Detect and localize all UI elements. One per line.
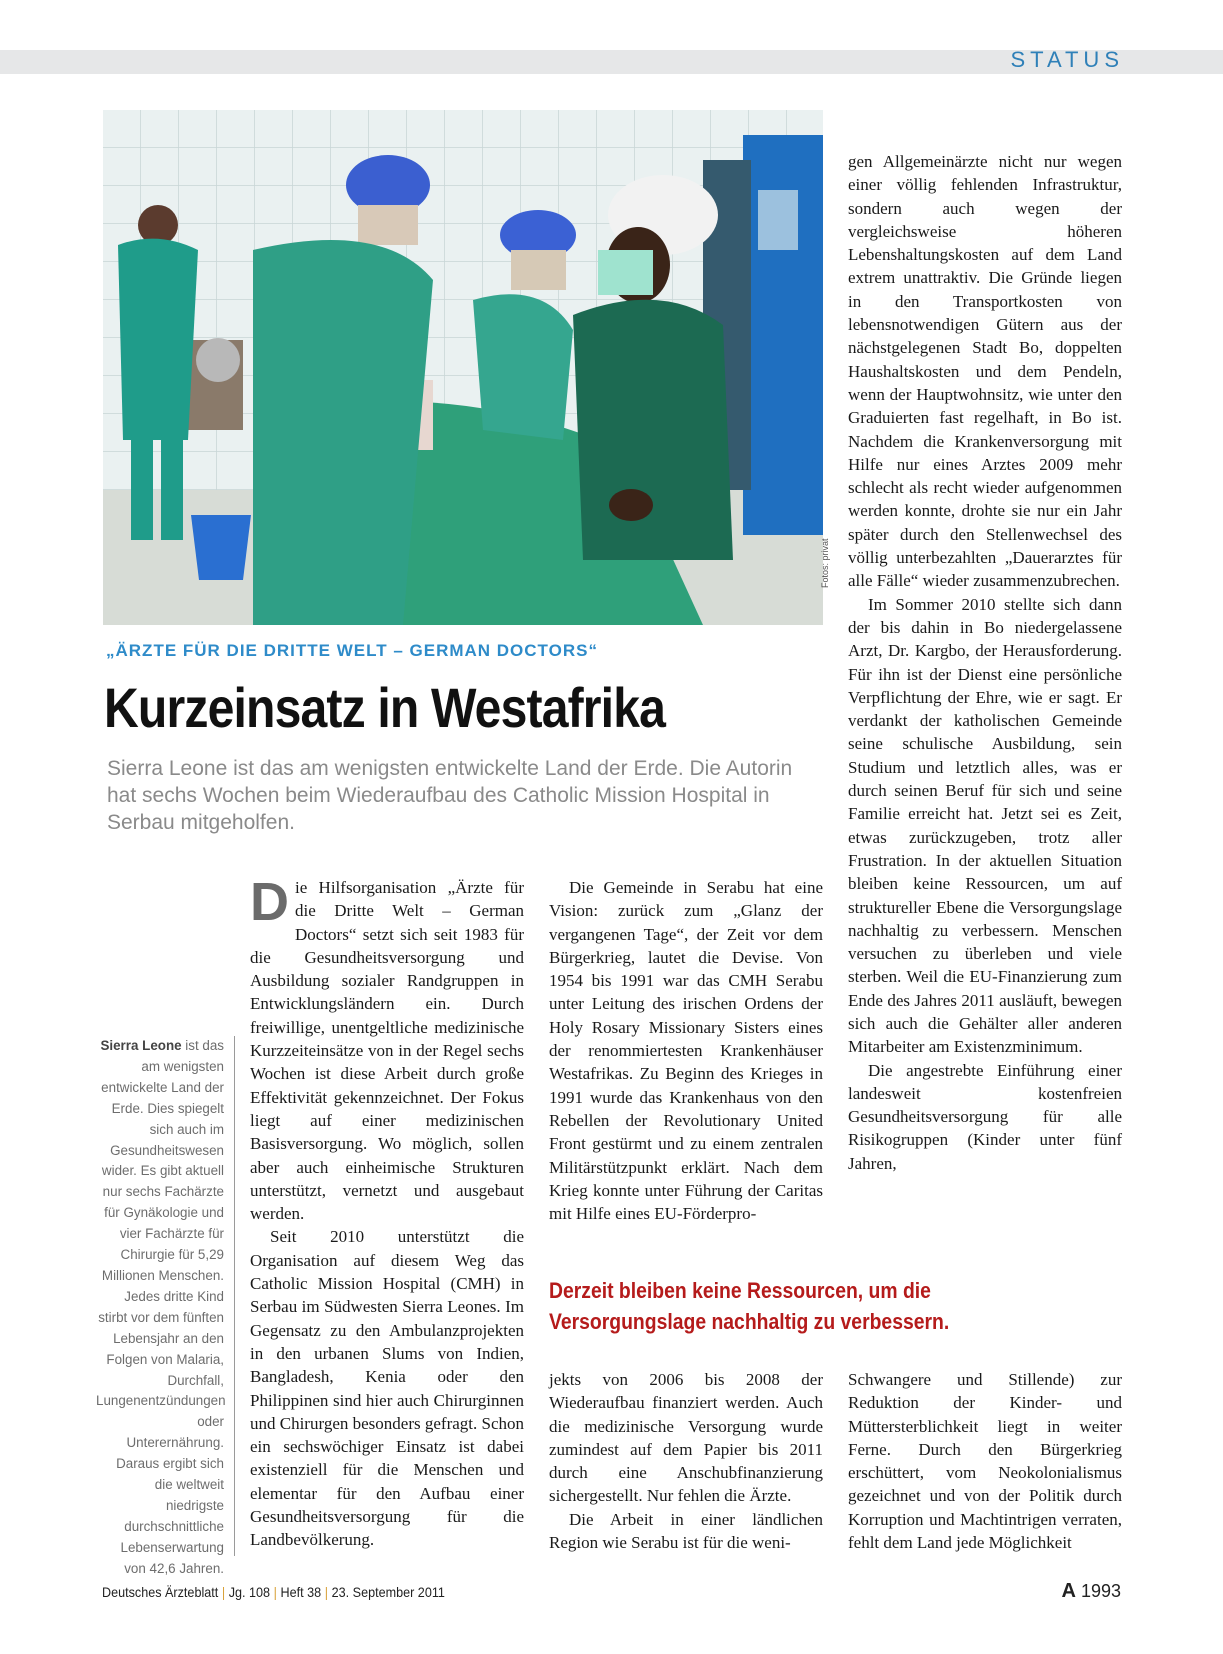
sidebar-infobox xyxy=(96,1036,224,1580)
surgery-photo xyxy=(103,110,823,625)
sidebar-text: ist das am wenigsten entwickelte Land der Erde. Dies spiegelt sich auch im Gesundheitswesen wider. Es gibt aktuell nur sechs Fachärzte für Gynäkologie und vier Fachärzte für Chirurgie für 5,29 Millionen Menschen. Jedes dritte Kind stirbt vor dem fünften Lebensjahr an den Folgen von Malaria, Durchfall, Lungenentzündungen oder Unterernährung. Daraus ergibt sich die weltweit niedrigste durchschnittliche Lebenserwartung von 42,6 Jahren. xyxy=(96,1038,226,1576)
paragraph: Schwangere und Stillende) zur Reduktion der Kinder- und Müttersterblichkeit liegt in weiter Ferne. Durch den Bürgerkrieg erschüttert, vom Neokolonialismus gezeichnet und von der Politik durch Korruption und Machtintrigen verraten, fehlt dem Land jede Möglichkeit xyxy=(848,1370,1122,1553)
sidebar-divider xyxy=(234,1036,235,1556)
pull-quote-line: Versorgungslage nachhaltig zu verbessern. xyxy=(549,1309,950,1334)
paragraph: Die angestrebte Einführung einer landesweit kostenfreien Gesundheitsversorgung für alle Risikogruppen (Kinder unter fünf Jahren, xyxy=(848,1060,1122,1173)
pull-quote-line: Derzeit bleiben keine Ressourcen, um die xyxy=(549,1278,931,1303)
pull-quote xyxy=(549,1275,1077,1337)
paragraph: Im Sommer 2010 stellte sich dann der bis dahin in Bo niedergelassene Arzt, Dr. Kargbo, der Herausforderung. Für ihn ist der Dienst eine persönliche Verpflichtung der Ehre, wie er sagt. Er verdankt der katholischen Gemeinde seine schulische Ausbildung, sein Studium und letztlich alles, was er durch seinen Beruf für sich und seine Familie erreicht hat. Jetzt sei es Zeit, etwas zurückzugeben, trotz aller Frustration. In der aktuellen Situation bleiben keine Ressourcen, um auf struktureller Ebene die Versorgungslage nachhaltig zu verbessern. Menschen versuchen zu überleben und viele sterben. Weil die EU-Finanzierung zum Ende des Jahres 2011 ausläuft, bewegen sich auch die Gehälter aller anderen Mitarbeiter am Existenzminimum. xyxy=(848,594,1122,1057)
body-column-3-bottom xyxy=(848,1368,1122,1554)
page-value: 1993 xyxy=(1080,1581,1121,1601)
paragraph: ie Hilfsorganisation „Ärzte für die Dritte Welt – German Doctors“ setzt sich seit 1983 für die Gesundheitsversorgung und Ausbildung sozialer Randgruppen in Entwicklungsländern ein. Durch freiwillige, unentgeltliche medizinische Kurzzeiteinsätze von in der Regel sechs Wochen ist diese Arbeit durch große Effektivität gekennzeichnet. Der Fokus liegt auf einer medizinischen Basisversorgung. Wo möglich, sollen aber auch einheimische Strukturen unterstützt, vernetzt und ausgebaut werden. xyxy=(250,878,524,1224)
sidebar-bold: Sierra Leone xyxy=(100,1038,182,1053)
paragraph: Die Gemeinde in Serabu hat eine Vision: zurück zum „Glanz der vergangenen Tage“, der Zeit vor dem Bürgerkrieg, lautet die Devise. Von 1954 bis 1991 war das CMH Serabu unter Leitung des irischen Ordens der Holy Rosary Missionary Sisters eines der renommiertesten Krankenhäuser Westafrikas. Zu Beginn des Krieges in 1991 wurde das Krankenhaus von den Rebellen der Revolutionary United Front gestürmt und zu einem zentralen Militärstützpunkt erklärt. Nach dem Krieg konnte unter Führung der Caritas mit Hilfe eines EU-Förderpro- xyxy=(549,878,823,1224)
body-column-3-top xyxy=(848,150,1122,1175)
section-label: STATUS xyxy=(1010,47,1124,72)
separator: | xyxy=(221,1584,226,1600)
volume: Jg. 108 xyxy=(228,1584,271,1600)
paragraph: Seit 2010 unterstützt die Organisation auf diesem Weg das Catholic Mission Hospital (CMH) in Serbau im Südwesten Sierra Leones. Im Gegensatz zu den Ambulanzprojekten in den urbanen Slums von Indien, Bangladesh, Kenia oder den Philippinen sind hier auch Chirurginnen und Chirurgen besonders gefragt. Schon ein sechswöchiger Einsatz ist dabei existenziell für die Menschen und elementar für den Aufbau einer Gesundheitsversorgung für die Landbevölkerung. xyxy=(250,1227,524,1550)
headline: Kurzeinsatz in Westafrika xyxy=(104,676,666,739)
kicker: „ÄRZTE FÜR DIE DRITTE WELT – GERMAN DOCTORS“ xyxy=(106,641,598,660)
separator: | xyxy=(273,1584,277,1600)
page-number xyxy=(1061,1580,1121,1603)
paragraph: gen Allgemeinärzte nicht nur wegen einer völlig fehlenden Infrastruktur, sondern auch wegen der vergleichsweise höheren Lebenshaltungskosten auf dem Land extrem unattraktiv. Die Gründe liegen in den Transportkosten von lebensnotwendigen Gütern aus der nächstgelegenen Stadt Bo, doppelten Haushaltskosten und dem Pendeln, wenn der Hauptwohnsitz, wie unter den Graduierten fast regelhaft, in Bo ist. Nachdem die Krankenversorgung mit Hilfe nur eines Arztes 2009 mehr schlecht als recht wieder aufgenommen werden konnte, drohte sie nur ein Jahr später durch den Stellenwechsel des völlig unterbezahlten „Dauerarztes für alle Fälle“ wieder zusammenzubrechen. xyxy=(848,152,1122,591)
page-prefix: A xyxy=(1061,1580,1076,1602)
paragraph: jekts von 2006 bis 2008 der Wiederaufbau finanziert werden. Auch die medizinische Versorgung wurde zumindest auf dem Papier bis 2011 durch eine Anschubfinanzierung sichergestellt. Nur fehlen die Ärzte. xyxy=(549,1370,823,1506)
body-column-1 xyxy=(250,872,524,1552)
issue: Heft 38 xyxy=(280,1584,322,1600)
body-column-2-bottom xyxy=(549,1368,823,1554)
lead-paragraph: Sierra Leone ist das am wenigsten entwickelte Land der Erde. Die Autorin hat sechs Wochen beim Wiederaufbau des Catholic Mission Hospital in Serbau mitgeholfen. xyxy=(107,757,793,834)
date: 23. September 2011 xyxy=(331,1584,445,1600)
separator: | xyxy=(324,1584,329,1600)
photo-credit: Fotos: privat xyxy=(820,538,830,588)
footer-citation xyxy=(102,1584,445,1600)
journal-name: Deutsches Ärzteblatt xyxy=(102,1584,219,1600)
paragraph: Die Arbeit in einer ländlichen Region wie Serabu ist für die weni- xyxy=(549,1509,823,1553)
dropcap: D xyxy=(250,872,289,932)
surgery-photo-illustration xyxy=(103,110,823,625)
body-column-2-top xyxy=(549,876,823,1225)
